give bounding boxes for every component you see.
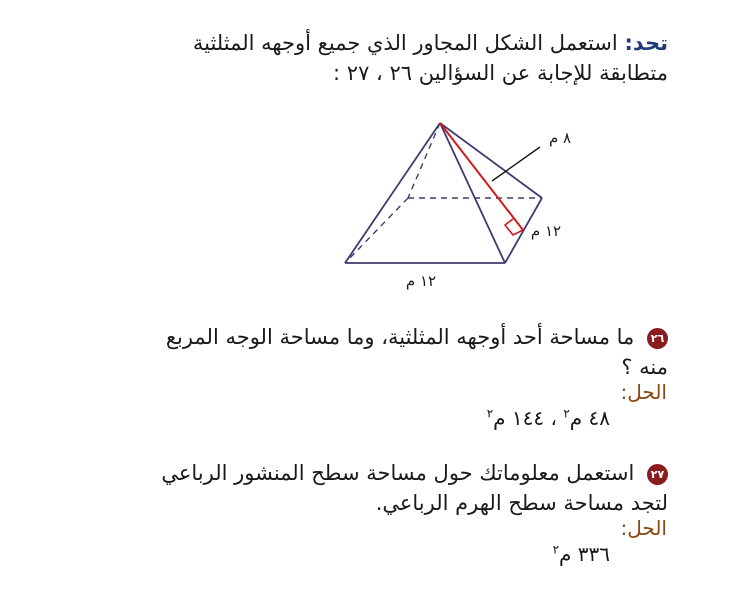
slant-height-label: ٨ م [548, 129, 572, 147]
question-27 [120, 458, 668, 518]
base-length-label: ١٢ م [405, 272, 437, 290]
answer-26 [487, 406, 610, 430]
answer-27 [553, 542, 610, 566]
question-27-line-1 [120, 458, 668, 488]
answer-26-sup-2: ٢ [486, 406, 494, 421]
edge-hidden-apex-back [408, 123, 440, 198]
answer-26-part-2: ، ١٤٤ م [493, 406, 557, 430]
intro-line-1 [120, 28, 668, 58]
solution-label-26: الحل: [620, 380, 667, 404]
slant-label-leader [492, 147, 540, 181]
question-26-text-1: ما مساحة أحد أوجهه المثلثية، وما مساحة الوجه المربع [165, 325, 635, 349]
solution-label-27: الحل: [620, 516, 667, 540]
question-26-number-badge: ٢٦ [647, 328, 668, 349]
answer-26-sup-1: ٢ [563, 406, 570, 421]
edge-hidden-left [345, 198, 408, 263]
question-27-number-badge: ٢٧ [647, 464, 668, 485]
intro-paragraph [120, 28, 668, 88]
answer-26-part-1: ٤٨ م [569, 406, 610, 430]
question-26-line-1 [120, 322, 668, 352]
slant-height-line [440, 123, 523, 230]
right-angle-marker [505, 219, 523, 235]
intro-text-1: استعمل الشكل المجاور الذي جميع أوجهه المثلثية [192, 31, 618, 55]
edge-apex-front-right [440, 123, 505, 263]
question-27-text-1: استعمل معلوماتك حول مساحة سطح المنشور الرباعي [161, 461, 635, 485]
question-26 [120, 322, 668, 382]
answer-27-value: ٣٣٦ م [559, 542, 610, 566]
challenge-label: تحد: [624, 31, 668, 55]
question-27-line-2: لتجد مساحة سطح الهرم الرباعي. [375, 491, 668, 515]
edge-apex-left [345, 123, 440, 263]
answer-27-sup: ٢ [552, 542, 560, 557]
intro-line-2: متطابقة للإجابة عن السؤالين ٢٦ ، ٢٧ : [333, 61, 668, 85]
side-length-label: ١٢ م [530, 222, 562, 240]
edge-base-right [505, 198, 542, 263]
edge-apex-back-right [440, 123, 542, 198]
question-26-line-2: منه ؟ [621, 355, 668, 379]
